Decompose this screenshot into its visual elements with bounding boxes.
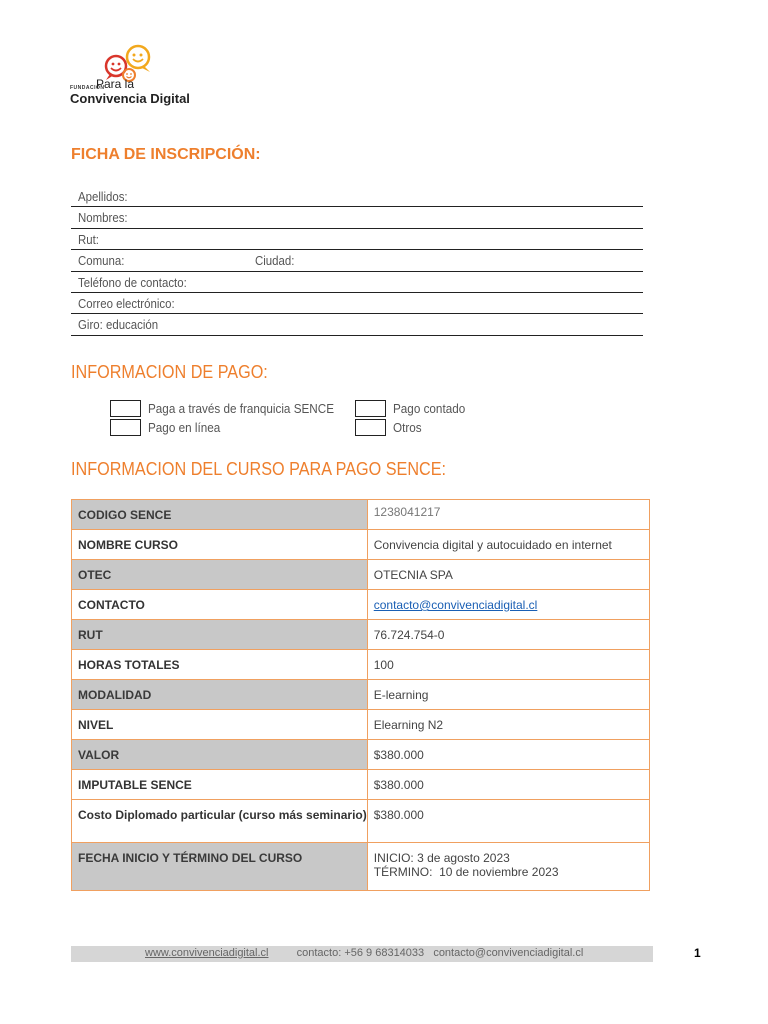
option-pago-en-linea-label: Pago en línea	[148, 420, 221, 435]
modalidad-value: E-learning	[367, 680, 649, 710]
checkbox-pago-contado[interactable]	[355, 400, 386, 417]
imputable-sence-key: IMPUTABLE SENCE	[72, 770, 368, 800]
form-row-correo[interactable]	[71, 293, 643, 314]
nombres-label: Nombres:	[78, 210, 128, 226]
correo-label: Correo electrónico:	[78, 295, 175, 311]
form-row-comuna[interactable]	[71, 250, 643, 271]
imputable-sence-value: $380.000	[367, 770, 649, 800]
form-row-rut[interactable]	[71, 229, 643, 250]
page-footer	[71, 946, 653, 962]
table-row	[72, 620, 650, 650]
foundation-logo	[70, 44, 200, 110]
logo-fundacion-text: FUNDACIÓN	[70, 85, 105, 91]
nivel-value: Elearning N2	[367, 710, 649, 740]
form-row-nombres[interactable]	[71, 207, 643, 228]
modalidad-key: MODALIDAD	[72, 680, 368, 710]
horas-totales-value: 100	[367, 650, 649, 680]
contact-email-link[interactable]: contacto@convivenciadigital.cl	[373, 598, 538, 612]
page-number: 1	[694, 946, 701, 960]
costo-diplomado-value: $380.000	[367, 800, 649, 843]
table-row	[72, 680, 650, 710]
fecha-inicio-value: INICIO: 3 de agosto 2023	[373, 851, 510, 865]
course-info-table	[71, 499, 650, 891]
nombre-curso-key: NOMBRE CURSO	[72, 530, 368, 560]
nivel-key: NIVEL	[72, 710, 368, 740]
table-row	[72, 500, 650, 530]
nombre-curso-value: Convivencia digital y autocuidado en internet	[367, 530, 649, 560]
ficha-title: FICHA DE INSCRIPCIÓN:	[71, 146, 261, 163]
rut-value: 76.724.754-0	[367, 620, 649, 650]
otec-value: OTECNIA SPA	[367, 560, 649, 590]
rut-key: RUT	[72, 620, 368, 650]
fecha-termino-value: TÉRMINO: 10 de noviembre 2023	[373, 865, 559, 879]
table-row	[72, 800, 650, 843]
form-row-apellidos[interactable]	[71, 186, 643, 207]
table-row	[72, 650, 650, 680]
footer-website-link[interactable]: www.convivenciadigital.cl	[145, 947, 269, 959]
curso-title: INFORMACION DEL CURSO PARA PAGO SENCE:	[71, 459, 447, 479]
checkbox-otros[interactable]	[355, 419, 386, 436]
apellidos-label: Apellidos:	[78, 189, 128, 204]
table-row	[72, 710, 650, 740]
rut-label: Rut:	[78, 231, 99, 247]
telefono-label: Teléfono de contacto:	[78, 274, 187, 290]
table-row	[72, 590, 650, 620]
ciudad-label: Ciudad:	[255, 253, 295, 269]
otec-key: OTEC	[72, 560, 368, 590]
codigo-sence-key: CODIGO SENCE	[72, 500, 368, 530]
registration-form	[71, 186, 643, 336]
costo-diplomado-key: Costo Diplomado particular (curso más seminario)	[72, 800, 368, 843]
valor-key: VALOR	[72, 740, 368, 770]
table-row	[72, 770, 650, 800]
fecha-curso-key: FECHA INICIO Y TÉRMINO DEL CURSO	[72, 843, 368, 891]
checkbox-pago-en-linea[interactable]	[110, 419, 141, 436]
logo-para-la-text: Para la	[96, 77, 135, 91]
table-row	[72, 530, 650, 560]
footer-contact-text: contacto: +56 9 68314033 contacto@convivenciadigital.cl	[296, 947, 584, 959]
horas-totales-key: HORAS TOTALES	[72, 650, 368, 680]
table-row	[72, 740, 650, 770]
contacto-key: CONTACTO	[72, 590, 368, 620]
logo-convivencia-text: Convivencia Digital	[70, 91, 190, 106]
comuna-label: Comuna:	[78, 253, 125, 269]
giro-label: Giro: educación	[78, 317, 159, 333]
checkbox-sence[interactable]	[110, 400, 141, 417]
table-row	[72, 560, 650, 590]
payment-options	[110, 400, 510, 440]
pago-title: INFORMACION DE PAGO:	[71, 362, 268, 382]
table-row	[72, 843, 650, 891]
form-row-telefono[interactable]	[71, 272, 643, 293]
option-otros-label: Otros	[393, 420, 422, 435]
codigo-sence-value: 1238041217	[367, 500, 649, 530]
form-row-giro[interactable]	[71, 314, 643, 335]
valor-value: $380.000	[367, 740, 649, 770]
option-sence-label: Paga a través de franquicia SENCE	[148, 401, 335, 416]
option-pago-contado-label: Pago contado	[393, 401, 466, 416]
